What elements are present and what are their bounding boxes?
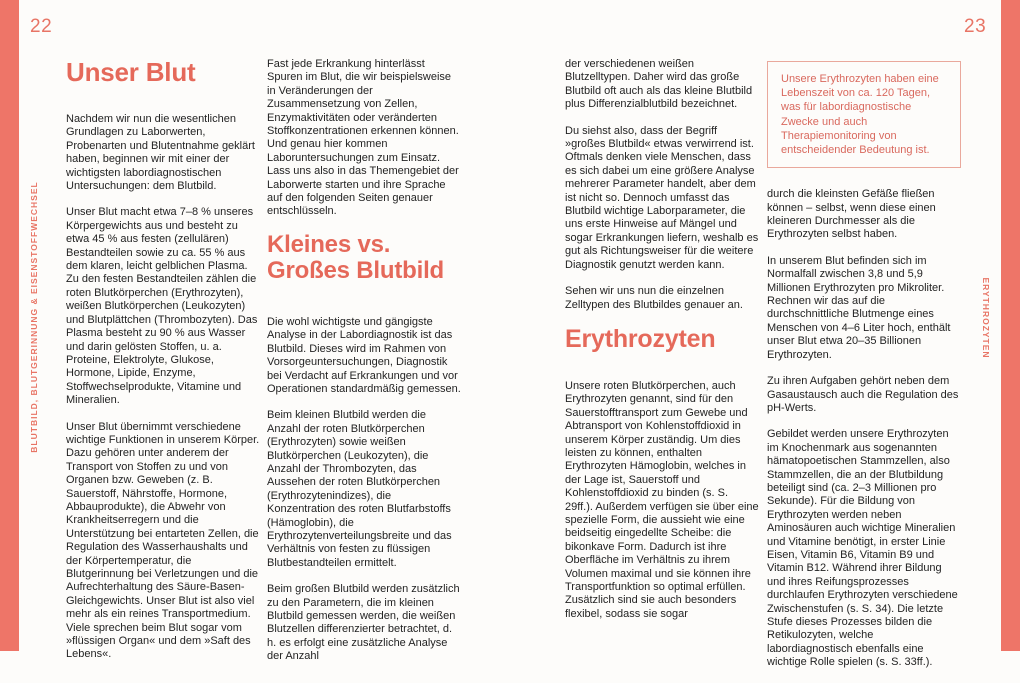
- page-title: Unser Blut: [66, 57, 196, 87]
- chapter-sidebar-label: BLUTBILD, BLUTGERINNUNG & EISENSTOFFWECHSEL: [29, 181, 39, 453]
- body-paragraph: durch die kleinsten Gefäße fließen können – selbst, wenn diese einen kleineren Durchmesser als die Erythrozyten selbst haben.: [767, 188, 936, 241]
- left-page-column-2: [267, 58, 461, 677]
- right-page-column-2: [767, 58, 961, 683]
- left-page-column-1: [66, 58, 260, 675]
- left-accent-bar: [0, 0, 19, 651]
- right-page-column-1: [565, 58, 759, 634]
- body-paragraph: Sehen wir uns nun die einzelnen Zelltypen des Blutbildes genauer an.: [565, 285, 743, 311]
- body-paragraph: Du siehst also, dass der Begriff »großes Blutbild« etwas verwirrend ist. Oftmals denken viele Menschen, dass es sich dabei um eine größere Analyse mehrerer Parameter handelt, aber dem ist nicht so. Dennoch umfasst das Blutbild wichtige Laborparameter, die uns erste Hinweise auf Mängel und sogar Erkrankungen liefern, weshalb es gut als Richtungsweiser für die weitere Diagnostik genutzt werden kann.: [565, 124, 759, 271]
- callout-text: Unsere Erythrozyten haben eine Lebenszeit von ca. 120 Tagen, was für labordiagnostische Zwecke und auch Therapiemonitoring von entscheidender Bedeutung ist.: [781, 73, 939, 157]
- body-paragraph: Unser Blut macht etwa 7–8 % unseres Körpergewichts aus und besteht zu etwa 45 % aus festen (zellulären) Bestandteilen sowie zu ca. 55 % aus dem klaren, leicht gelblichen Plasma. Zu den festen Bestandteilen zählen die roten Blutkörperchen (Erythrozyten), weißen Blutkörperchen (Leukozyten) und Blutplättchen (Thrombozyten). Das Plasma besteht zu 90 % aus Wasser und darin gelösten Stoffen, u. a. Proteine, Elektrolyte, Glukose, Hormone, Lipide, Enzyme, Stoffwechselprodukte, Vitamine und Mineralien.: [66, 206, 258, 407]
- body-paragraph: Fast jede Erkrankung hinterlässt Spuren im Blut, die wir beispielsweise in Veränderungen der Zusammensetzung von Zellen, Enzymaktivitäten oder veränderten Stoffkonzentrationen erkennen können. Und genau hier kommen Laboruntersuchungen zum Einsatz. Lass uns also in das Themengebiet der Laborwerte starten und ihre Sprache auf den folgenden Seiten genauer entschlüsseln.: [267, 58, 459, 218]
- page-number-right: 23: [964, 16, 987, 37]
- body-paragraph: Beim kleinen Blutbild werden die Anzahl der roten Blutkörperchen (Erythrozyten) sowie weißen Blutkörperchen (Leukozyten), die Anzahl der Thrombozyten, das Aussehen der roten Blutkörperchen (Erythrozytenindizes), die Konzentration des roten Blutfarbstoffs (Hämoglobin), die Erythrozytenverteilungsbreite und das Verhältnis von festen zu flüssigen Blutbestandteilen ermittelt.: [267, 409, 452, 569]
- body-paragraph: Unser Blut übernimmt verschiedene wichtige Funktionen in unserem Körper. Dazu gehören unter anderem der Transport von Stoffen zu und von Organen bzw. Geweben (z. B. Sauerstoff, Nährstoffe, Hormone, Abbauprodukte), die Abwehr von Krankheitserregern und die Unterstützung bei entarteten Zellen, die Regulation des Wasserhaushalts und der Körpertemperatur, die Blutgerinnung bei Verletzungen und die Aufrechterhaltung des Säure-Basen-Gleichgewichts. Unser Blut ist also viel mehr als ein reines Transportmedium. Viele sprechen beim Blut sogar vom »flüssigen Organ« und dem »Saft des Lebens«.: [66, 420, 260, 661]
- body-paragraph: Beim großen Blutbild werden zusätzlich zu den Parametern, die im kleinen Blutbild gemessen werden, die weißen Blutzellen differenzierter betrachtet, d. h. es erfolgt eine zusätzliche Analyse der Anzahl: [267, 583, 460, 663]
- body-paragraph: Nachdem wir nun die wesentlichen Grundlagen zu Laborwerten, Probenarten und Blutentnahme geklärt haben, beginnen wir mit einer der wichtigsten labordiagnostischen Untersuchungen: dem Blutbild.: [66, 113, 255, 193]
- body-paragraph: In unserem Blut befinden sich im Normalfall zwischen 3,8 und 5,9 Millionen Erythrozyten pro Mikroliter. Rechnen wir das auf die durchschnittliche Blutmenge eines Menschen von 4–6 Liter hoch, enthält unser Blut etwa 20–35 Billionen Erythrozyten.: [767, 254, 951, 361]
- right-accent-bar: [1001, 0, 1020, 651]
- callout-box: [767, 61, 961, 168]
- body-paragraph: Die wohl wichtigste und gängigste Analyse in der Labordiagnostik ist das Blutbild. Dieses wird im Rahmen von Vorsorgeuntersuchungen, Diagnostik bei Verdacht auf Erkrankungen und vor Operationen standardmäßig gemessen.: [267, 315, 461, 395]
- section-sidebar-label: ERYTHROZYTEN: [981, 277, 991, 359]
- body-paragraph: Zu ihren Aufgaben gehört neben dem Gasaustausch auch die Regulation des pH-Werts.: [767, 375, 959, 414]
- body-paragraph: Unsere roten Blutkörperchen, auch Erythrozyten genannt, sind für den Sauerstofftransport zum Gewebe und Abtransport von Kohlenstoffdioxid in unserem Körper zuständig. Um dies leisten zu können, enthalten Erythrozyten Hämoglobin, welches in der Lage ist, Sauerstoff und Kohlenstoffdioxid zu binden (s. S. 29ff.). Außerdem verfügen sie über eine spezielle Form, die aussieht wie eine beidseitig eingedellte Scheibe: die bikonkave Form. Dadurch ist ihre Oberfläche im Verhältnis zu ihrem Volumen maximal und sie können ihre Transportfunktion so optimal erfüllen. Zusätzlich sind sie auch besonders flexibel, sodass sie sogar: [565, 379, 759, 620]
- body-paragraph: der verschiedenen weißen Blutzelltypen. Daher wird das große Blutbild oft auch als das kleine Blutbild plus Differenzialblutbild bezeichnet.: [565, 58, 753, 111]
- body-paragraph: Gebildet werden unsere Erythrozyten im Knochenmark aus sogenannten hämatopoetischen Stammzellen, also Stammzellen, die an der Blutbildung beteiligt sind (ca. 2–3 Millionen pro Sekunde). Für die Bildung von Erythrozyten werden neben Aminosäuren auch wichtige Mineralien und Vitamine benötigt, in erster Linie Eisen, Vitamin B6, Vitamin B9 und Vitamin B12. Während ihrer Bildung und ihres Reifungsprozesses durchlaufen Erythrozyten verschiedene Zwischenstufen (s. S. 34). Die letzte Stufe dieses Prozesses bilden die Retikulozyten, welche labordiagnostisch ebenfalls eine wichtige Rolle spielen (s. S. 33ff.).: [767, 428, 958, 669]
- section-heading-blutbild: Kleines vs. Großes Blutbild: [267, 230, 445, 284]
- page-number-left: 22: [30, 16, 53, 37]
- section-heading-erythrozyten: Erythrozyten: [565, 324, 716, 353]
